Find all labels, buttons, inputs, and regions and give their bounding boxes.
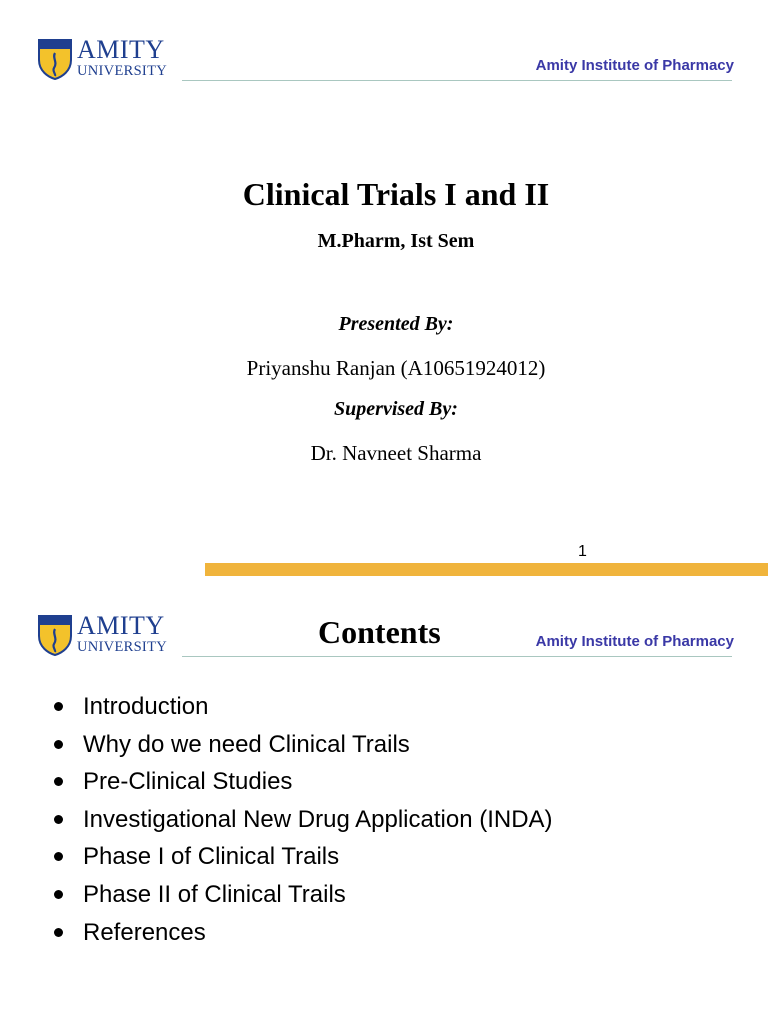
bullet-icon bbox=[54, 777, 63, 786]
slide-contents bbox=[0, 580, 768, 1024]
list-item bbox=[50, 726, 553, 764]
list-item bbox=[50, 688, 553, 726]
list-item-label: Pre-Clinical Studies bbox=[83, 768, 293, 796]
contents-list bbox=[50, 688, 553, 951]
list-item-label: Phase I of Clinical Trails bbox=[83, 843, 340, 871]
list-item bbox=[50, 876, 553, 914]
supervised-by-label: Supervised By: bbox=[334, 398, 458, 420]
list-item bbox=[50, 914, 553, 952]
amity-university-logo bbox=[37, 611, 177, 658]
shield-icon bbox=[37, 614, 73, 656]
list-item-label: Introduction bbox=[83, 693, 209, 720]
presented-by-label: Presented By: bbox=[338, 313, 454, 335]
list-item-label: Phase II of Clinical Trails bbox=[83, 880, 346, 908]
list-item bbox=[50, 801, 553, 839]
list-item-label: References bbox=[83, 918, 206, 946]
header-divider bbox=[182, 80, 732, 81]
logo-wordmark: AMITY bbox=[77, 35, 165, 64]
institute-name: Amity Institute of Pharmacy bbox=[535, 633, 734, 650]
bullet-icon bbox=[54, 928, 63, 937]
presenter-name: Priyanshu Ranjan (A10651924012) bbox=[246, 356, 546, 380]
shield-icon bbox=[37, 38, 73, 80]
bullet-icon bbox=[54, 890, 63, 899]
bullet-icon bbox=[54, 740, 63, 749]
amity-university-logo bbox=[37, 35, 177, 82]
bullet-icon bbox=[54, 852, 63, 861]
footer-accent-bar bbox=[205, 563, 768, 576]
presentation-title: Clinical Trials I and II bbox=[242, 176, 550, 212]
logo-subtitle: UNIVERSITY bbox=[77, 63, 167, 79]
bullet-icon bbox=[54, 702, 63, 711]
slide-number: 1 bbox=[578, 543, 587, 560]
list-item bbox=[50, 763, 553, 801]
institute-name: Amity Institute of Pharmacy bbox=[535, 57, 734, 74]
supervisor-name: Dr. Navneet Sharma bbox=[310, 441, 482, 465]
list-item bbox=[50, 838, 553, 876]
contents-heading: Contents bbox=[318, 614, 441, 650]
bullet-icon bbox=[54, 815, 63, 824]
course-subtitle: M.Pharm, Ist Sem bbox=[317, 230, 475, 252]
logo-subtitle: UNIVERSITY bbox=[77, 639, 167, 655]
list-item-label: Why do we need Clinical Trails bbox=[83, 730, 410, 758]
list-item-label: Investigational New Drug Application (INDA) bbox=[83, 805, 553, 833]
logo-wordmark: AMITY bbox=[77, 611, 165, 640]
header-divider bbox=[182, 656, 732, 657]
